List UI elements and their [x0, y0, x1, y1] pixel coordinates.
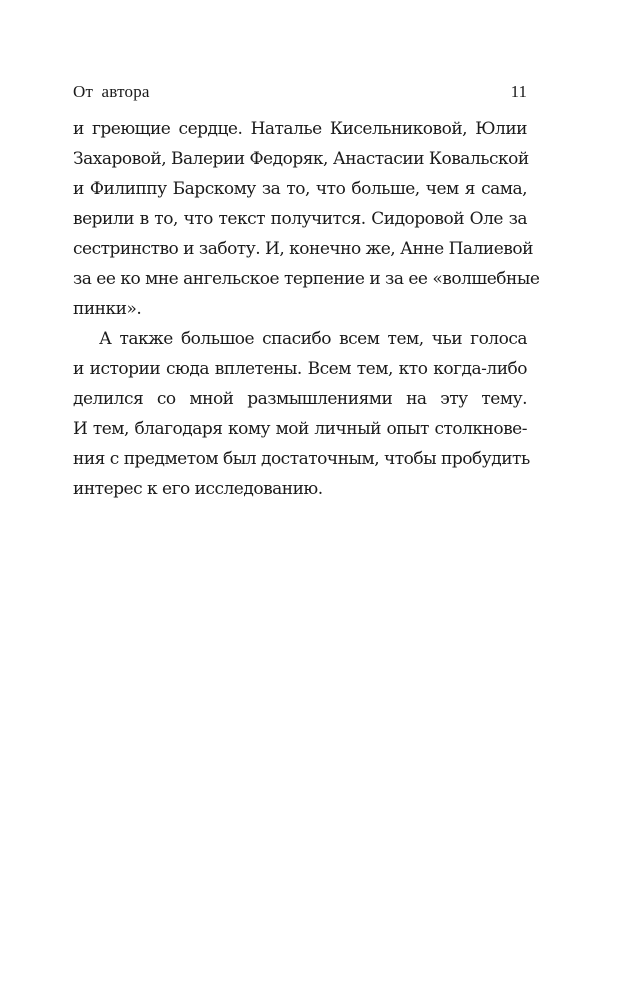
text-line: и истории сюда вплетены. Всем тем, кто когда-либо [73, 359, 527, 379]
text-line: сестринство и заботу. И, конечно же, Анне Палиевой [73, 239, 533, 259]
text-line: Захаровой, Валерии Федоряк, Анастасии Ковальской [73, 149, 529, 169]
text-line: и Филиппу Барскому за то, что больше, чем я сама, [73, 179, 527, 199]
paragraph-1 [73, 114, 540, 324]
text-line: ния с предметом был достаточным, чтобы пробудить [73, 449, 530, 469]
text-line: и греющие сердце. Наталье Кисельниковой, Юлии [73, 119, 527, 139]
page-number: 11 [510, 82, 527, 101]
running-header [73, 82, 527, 104]
text-line: верили в то, что текст получится. Сидоровой Оле за [73, 209, 527, 229]
text-line: интерес к его исследованию. [73, 479, 323, 499]
body-text [73, 114, 540, 504]
section-title: От автора [73, 82, 150, 101]
text-line: за ее ко мне ангельское терпение и за ее «волшебные [73, 269, 540, 289]
text-line: делился со мной размышлениями на эту тему. [73, 389, 527, 409]
text-line: А также большое спасибо всем тем, чьи голоса [99, 329, 527, 349]
text-line: И тем, благодаря кому мой личный опыт столкнове- [73, 419, 527, 439]
paragraph-2 [73, 324, 530, 504]
text-line: пинки». [73, 299, 142, 319]
